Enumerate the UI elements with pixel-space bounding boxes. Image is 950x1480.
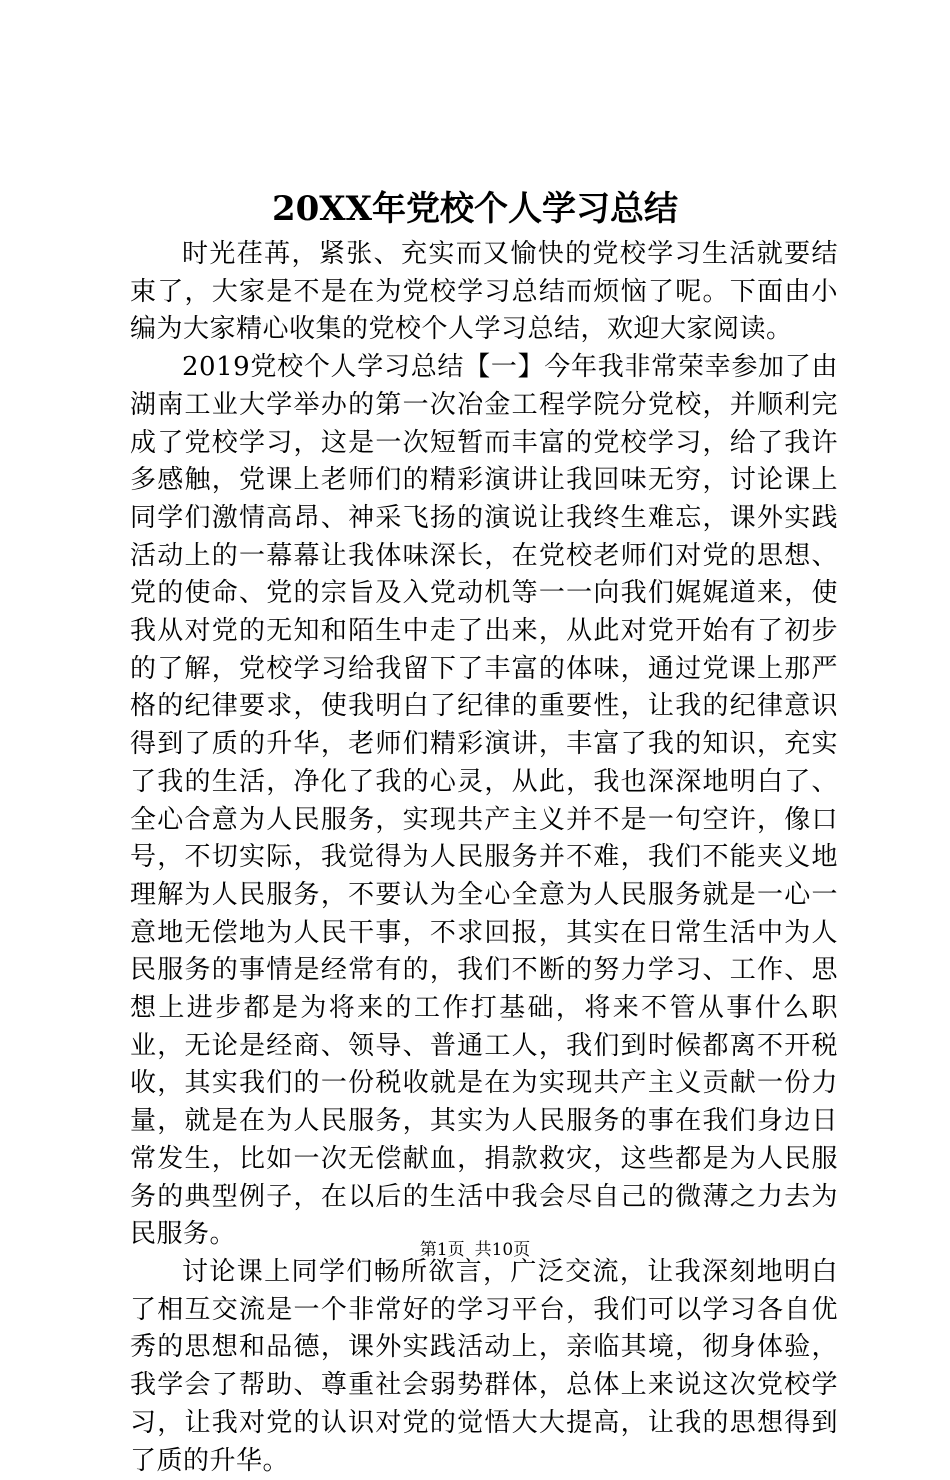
paragraph-summary-one: 2019党校个人学习总结【一】今年我非常荣幸参加了由湖南工业大学举办的第一次冶金工程学院分党校，并顺利完成了党校学习，这是一次短暂而丰富的党校学习，给了我许多感触，党课上老师们的精彩演讲让我回味无穷，讨论课上同学们激情高昂、神采飞扬的演说让我终生难忘，课外实践活动上的一幕幕让我体味深长，在党校老师们对党的思想、党的使命、党的宗旨及入党动机等一一向我们娓娓道来，使我从对党的无知和陌生中走了出来，从此对党开始有了初步的了解，党校学习给我留下了丰富的体味，通过党课上那严格的纪律要求，使我明白了纪律的重要性，让我的纪律意识得到了质的升华，老师们精彩演讲，丰富了我的知识，充实了我的生活，净化了我的心灵，从此，我也深深地明白了、全心合意为人民服务，实现共产主义并不是一句空许，像口号，不切实际，我觉得为人民服务并不难，我们不能夹义地理解为人民服务，不要认为全心全意为人民服务就是一心一意地无偿地为人民干事，不求回报，其实在日常生活中为人民服务的事情是经常有的，我们不断的努力学习、工作、思想上进步都是为将来的工作打基础，将来不管从事什么职业，无论是经商、领导、普通工人，我们到时候都离不开税收，其实我们的一份税收就是在为实现共产主义贡献一份力量，就是在为人民服务，其实为人民服务的事在我们身边日常发生，比如一次无偿献血，捐款救灾，这些都是为人民服务的典型例子，在以后的生活中我会尽自己的微薄之力去为民服务。 [130,352,838,1250]
document-body [130,236,838,1480]
paragraph-discussion: 讨论课上同学们畅所欲言，广泛交流，让我深刻地明白了相互交流是一个非常好的学习平台，我们可以学习各自优秀的思想和品德，课外实践活动上，亲临其境，彻身体验，我学会了帮助、尊重社会弱势群体，总体上来说这次党校学习，让我对党的认识对党的觉悟大大提高，让我的思想得到了质的升华。 [130,1256,838,1476]
page-number: 第1页 [419,1240,465,1260]
page-footer [0,1238,950,1262]
document-title: 20XX年党校个人学习总结 [271,189,679,229]
paragraph-intro: 时光荏苒，紧张、充实而又愉快的党校学习生活就要结束了，大家是不是在为党校学习总结而烦恼了呢。下面由小编为大家精心收集的党校个人学习总结，欢迎大家阅读。 [130,239,838,345]
page-total: 共10页 [474,1240,531,1260]
